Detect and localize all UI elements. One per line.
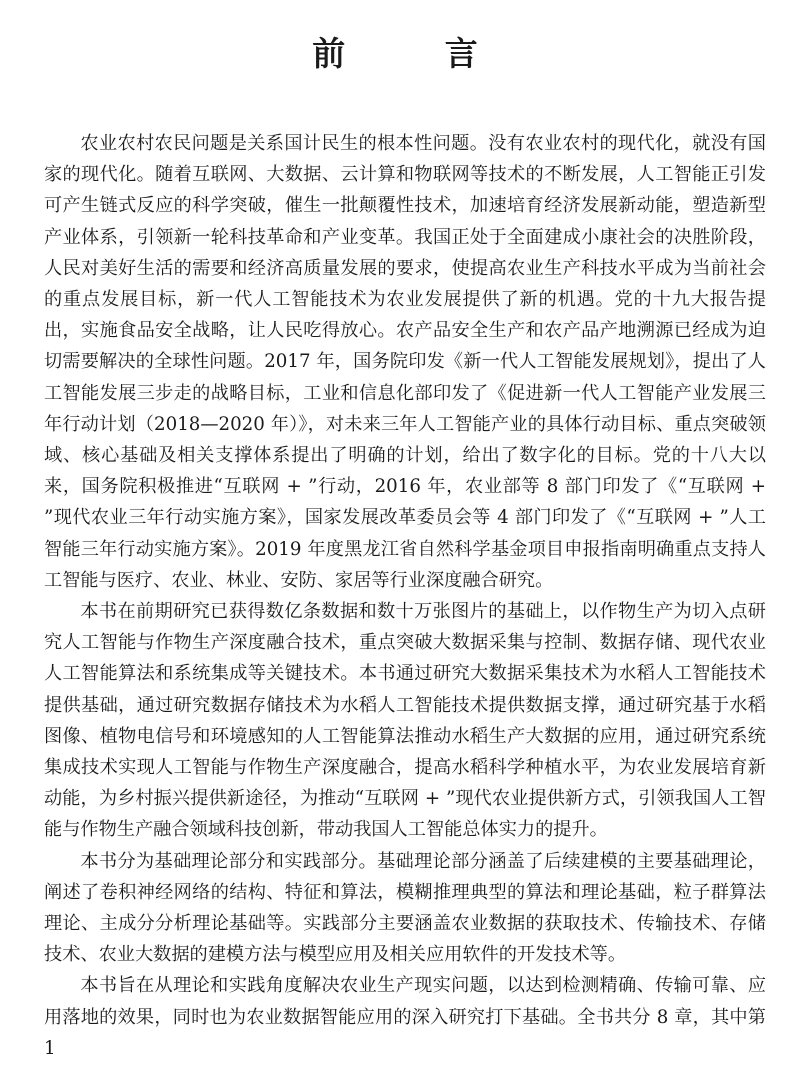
paragraph-book-aim xyxy=(44,970,766,1064)
paragraph-text: 本书在前期研究已获得数亿条数据和数十万张图片的基础上，以作物生产为切入点研究人工智能与作物生产深度融合技术，重点突破大数据采集与控制、数据存储、现代农业人工智能算法和系统集成等关键技术。本书通过研究大数据采集技术为水稻人工智能技术提供基础，通过研究数据存储技术为水稻人工智能技术提供数据支撑，通过研究基于水稻图像、植物电信号和环境感知的人工智能算法推动水稻生产大数据的应用，通过研究系统集成技术实现人工智能与作物生产深度融合，提高水稻科学种植水平，为农业发展培育新动能，为乡村振兴提供新途径，为推动“互联网 + ”现代农业提供新方式，引领我国人工智能与作物生产融合领域科技创新，带动我国人工智能总体实力的提升。 xyxy=(44,601,766,841)
paragraph-intro xyxy=(44,128,766,596)
paragraph-text: 农业农村农民问题是关系国计民生的根本性问题。没有农业农村的现代化，就没有国家的现代化。随着互联网、大数据、云计算和物联网等技术的不断发展，人工智能正引发可产生链式反应的科学突破，催生一批颠覆性技术，加速培育经济发展新动能，塑造新型产业体系，引领新一轮科技革命和产业变革。我国正处于全面建成小康社会的决胜阶段，人民对美好生活的需要和经济高质量发展的要求，使提高农业生产科技水平成为当前社会的重点发展目标，新一代人工智能技术为农业发展提供了新的机遇。党的十九大报告提出，实施食品安全战略，让人民吃得放心。农产品安全生产和农产品产地溯源已经成为迫切需要解决的全球性问题。2017 年，国务院印发《新一代人工智能发展规划》，提出了人工智能发展三步走的战略目标，工业和信息化部印发了《促进新一代人工智能产业发展三年行动计划（2018—2020 年）》，对未来三年人工智能产业的具体行动目标、重点突破领域、核心基础及相关支撑体系提出了明确的计划，给出了数字化的目标。党的十八大以来，国务院积极推进“互联网 + ”行动，2016 年，农业部等 8 部门印发了《“互联网 + ”现代农业三年行动实施方案》，国家发展改革委员会等 4 部门印发了《“互联网 + ”人工智能三年行动实施方案》。2019 年度黑龙江省自然科学基金项目申报指南明确重点支持人工智能与医疗、农业、林业、安防、家居等行业深度融合研究。 xyxy=(44,133,766,591)
body-text xyxy=(44,128,766,1064)
page-title: 前 言 xyxy=(312,34,522,73)
paragraph-text: 本书分为基础理论部分和实践部分。基础理论部分涵盖了后续建模的主要基础理论，阐述了卷积神经网络的结构、特征和算法，模糊推理典型的算法和理论基础，粒子群算法理论、主成分分析理论基础等。实践部分主要涵盖农业数据的获取技术、传输技术、存储技术、农业大数据的建模方法与模型应用及相关应用软件的开发技术等。 xyxy=(44,850,766,966)
paragraph-book-scope xyxy=(44,596,766,846)
paragraph-book-structure xyxy=(44,846,766,971)
paragraph-text: 本书旨在从理论和实践角度解决农业生产现实问题，以达到检测精确、传输可靠、应用落地的效果，同时也为农业数据智能应用的深入研究打下基础。全书共分 8 章，其中第 1 xyxy=(44,975,766,1059)
